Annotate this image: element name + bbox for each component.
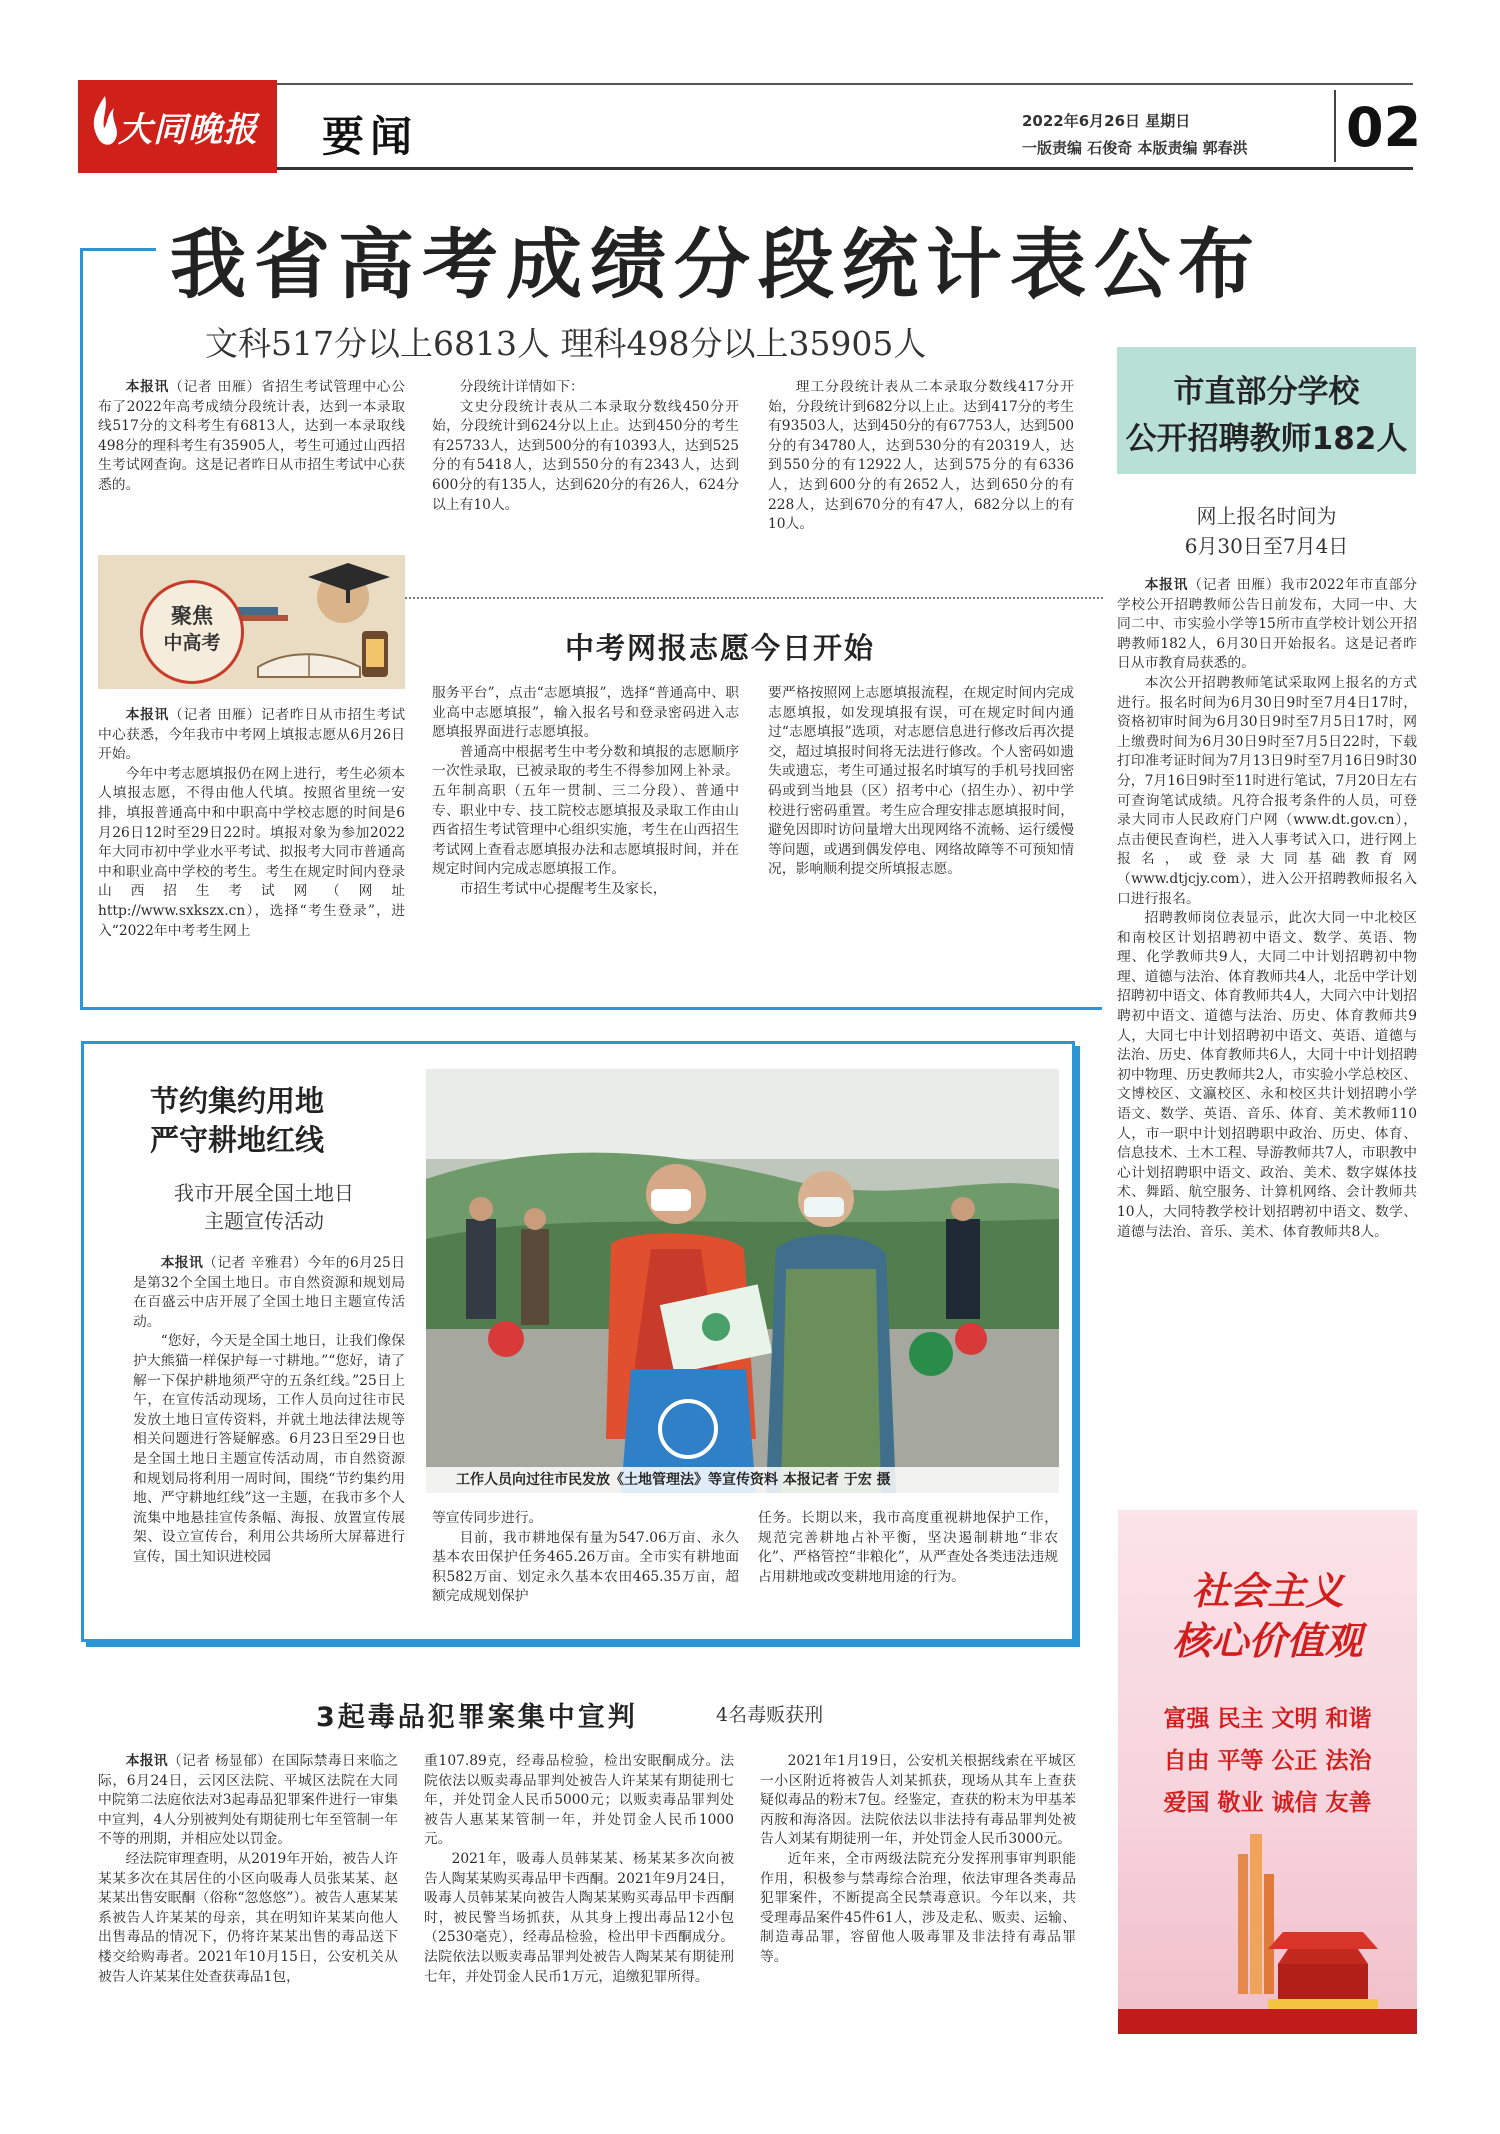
recruit-article <box>1117 576 1417 1242</box>
page-number: 02 <box>1346 96 1422 159</box>
frame-line <box>80 1007 1102 1010</box>
news-tag: 本报讯 <box>125 707 170 723</box>
frame-line <box>80 248 83 1010</box>
article-text: 本次公开招聘教师笔试采取网上报名的方式进行。报名时间为6月30日9时至7月4日17时，资格初审时间为6月30日9时至7月5日17时，网上缴费时间为6月30日9时至7月5日22时，下载打印准考证时间为7月13日9时至7月16日9时30分，7月16日9时至11时进行笔试，7月20日左右可查询笔试成绩。凡符合报考条件的人员，可登录大同市人民政府门户网（www.dt.gov.cn），点击便民查询栏，进入人事考试入口，进行网上报名，或登录大同基础教育网（www.dtjcjy.com），进入公开招聘教师报名入口进行报名。 <box>1117 674 1417 907</box>
news-tag: 本报讯 <box>160 1255 204 1271</box>
zhongkao-col3 <box>768 684 1074 880</box>
recruit-headline: 市直部分学校 <box>1173 374 1360 410</box>
drug-col1 <box>98 1752 398 1987</box>
main-story-col2 <box>432 378 739 515</box>
drug-col3 <box>760 1752 1076 1968</box>
land-headline: 严守耕地红线 <box>150 1123 325 1157</box>
poster-title: 核心价值观 <box>1172 1619 1363 1663</box>
city-skyline-illustration <box>1118 1814 1417 2034</box>
drug-col2 <box>424 1752 734 1987</box>
article-text: 任务。长期以来，我市高度重视耕地保护工作，规范完善耕地占补平衡，坚决遏制耕地“非农化”、严格管控“非粮化”，从严查处各类违法违规占用耕地或改变耕地用途的行为。 <box>758 1510 1058 1585</box>
land-col1 <box>133 1254 405 1568</box>
focus-badge-label: 中高考 <box>163 632 221 654</box>
header-divider <box>1334 90 1336 162</box>
land-col3 <box>758 1509 1058 1587</box>
frame-line <box>80 248 156 251</box>
zhongkao-col2 <box>432 684 739 900</box>
article-text: 2021年1月19日，公安机关根据线索在平城区一小区附近将被告人刘某抓获，现场从其车上查获疑似毒品的粉末7包。经鉴定，查获的粉末为甲基苯丙胺和海洛因。法院依法以非法持有毒品罪判处被告人刘某有期徒刑一年，并处罚金人民币3000元。 <box>760 1753 1076 1848</box>
article-text: 普通高中根据考生中考分数和填报的志愿顺序一次性录取，已被录取的考生不得参加网上补录。五年制高职（五年一贯制、三二分段）、普通中专、职业中专、技工院校志愿填报及录取工作由山西省招生考试管理中心组织实施，考生在山西招生考试网上查看志愿填报办法和志愿填报时间，并在规定时间内完成志愿填报工作。 <box>432 743 739 878</box>
flame-icon <box>88 94 122 152</box>
recruit-subhead: 网上报名时间为 <box>1196 504 1337 528</box>
article-text: 省招生考试管理中心公布了2022年高考成绩分段统计表，达到一本录取线517分的文科考生有6813人，达到一本录取线498分的理科考生有35905人，考生可通过山西招生考试网查询。这是记者昨日从市招生考试中心获悉的。 <box>98 379 406 493</box>
byline: （记者 辛雅君） <box>203 1255 308 1271</box>
main-headline: 我省高考成绩分段统计表公布 <box>170 220 1262 309</box>
zhongkao-headline: 中考网报志愿今日开始 <box>565 631 876 665</box>
drug-subhead: 4名毒贩获刑 <box>716 1704 824 1726</box>
focus-badge-label: 聚焦 <box>171 603 213 628</box>
article-text: 重107.89克，经毒品检验，检出安眠酮成分。法院依法以贩卖毒品罪判处被告人许某某有期徒刑七年，并处罚金人民币5000元；以贩卖毒品罪判处被告人惠某某管制一年，并处罚金人民币1000元。 <box>424 1753 734 1848</box>
article-text: 要严格按照网上志愿填报流程，在规定时间内完成志愿填报，如发现填报有误，可在规定时间内通过“志愿填报”选项，对志愿信息进行修改后再次提交，超过填报时间将无法进行修改。个人密码如遗失或遗忘，考生可通过报名时填写的手机号找回密码或到当地县（区）招考中心（招生办）、初中学校进行密码重置。考生应合理安排志愿填报时间，避免因即时访问量增大出现网络不流畅、运行缓慢等问题，或遇到偶发停电、网络故障等不可预知情况，影响顺利提交所填报志愿。 <box>768 685 1074 878</box>
article-text: 目前，我市耕地保有量为547.06万亩、永久基本农田保护任务465.26万亩。全市实有耕地面积582万亩、划定永久基本农田465.35万亩，超额完成规划保护 <box>432 1529 739 1605</box>
article-text: 2021年，吸毒人员韩某某、杨某某多次向被告人陶某某购买毒品甲卡西酮。2021年9月24日，吸毒人员韩某某向被告人陶某某购买毒品甲卡西酮时，被民警当场抓获，从其身上搜出毒品12小包（2530毫克），经毒品检验，检出甲卡西酮成分。法院依法以贩卖毒品罪判处被告人陶某某有期徒刑七年，并处罚金人民币1万元，追缴犯罪所得。 <box>424 1850 734 1985</box>
newspaper-logo <box>78 80 277 173</box>
dotted-divider <box>405 597 1103 599</box>
article-text: 在国际禁毒日来临之际，6月24日，云冈区法院、平城区法院在大同中院第二法庭依法对3起毒品犯罪案件进行一审集中宣判，4人分别被判处有期徒刑七年至管制一年不等的刑期，并相应处以罚金。 <box>98 1753 399 1848</box>
news-photo <box>426 1069 1059 1493</box>
article-text: 服务平台”，点击“志愿填报”，选择“普通高中、职业高中志愿填报”，输入报名号和登录密码进入志愿填报界面进行志愿填报。 <box>432 685 739 741</box>
article-text: 等宣传同步进行。 <box>432 1510 543 1526</box>
poster-values: 爱国 敬业 诚信 友善 <box>1163 1790 1372 1816</box>
land-headline: 节约集约用地 <box>150 1084 325 1118</box>
article-text: 今年的6月25日是第32个全国土地日。市自然资源和规划局在百盛云中店开展了全国土地日主题宣传活动。 <box>133 1255 406 1330</box>
article-text: 理工分段统计表从二本录取分数线417分开始，分段统计到682分以上止。达到417分的考生有93503人，达到450分的有67753人，达到500分的有34780人，达到530分的有20319人，达到550分的有12922人，达到575分的有6336人，达到600分的有2652人，达到650分的有228人，达到670分的有47人，682分以上的有10人。 <box>768 379 1075 533</box>
zhongkao-col1 <box>98 706 405 941</box>
land-col2 <box>432 1509 739 1607</box>
article-text: 我市2022年市直部分学校公开招聘教师公告日前发布，大同一中、大同二中、市实验小学等15所市直学校计划公开招聘教师182人，6月30日开始报名。这是记者昨日从市教育局获悉的。 <box>1117 577 1418 672</box>
logo-text: 大同晚报 <box>118 110 258 150</box>
article-text: 经法院审理查明，从2019年开始，被告人许某某多次在其居住的小区向吸毒人员张某某、赵某某出售安眠酮（俗称“忽悠悠”）。被告人惠某某系被告人许某某的母亲，其在明知许某某向他人出售毒品的情况下，仍将许某某出售的毒品送下楼交给购毒者。2021年10月15日，公安机关从被告人许某某住处查获毒品1包， <box>98 1850 398 1985</box>
byline: （记者 田雁） <box>169 707 261 723</box>
recruit-headline: 公开招聘教师182人 <box>1125 421 1408 457</box>
article-text: “您好，今天是全国土地日，让我们像保护大熊猫一样保护每一寸耕地。”“您好，请了解一下保护耕地须严守的五条红线。”25日上午，在宣传活动现场，工作人员向过往市民发放土地日宣传资料，并就土地法律法规等相关问题进行答疑解惑。6月23日至29日也是全国土地日主题宣传活动周，市自然资源和规划局将利用一周时间，围绕“节约集约用地、严守耕地红线”这一主题，在我市多个人流集中地悬挂宣传条幅、海报、放置宣传展架、设立宣传台，利用公共场所大屏幕进行宣传，国土知识进校园 <box>133 1333 405 1565</box>
section-name: 要闻 <box>322 112 419 161</box>
poster-values: 自由 平等 公正 法治 <box>1163 1748 1372 1774</box>
main-subhead: 文科517分以上6813人 理科498分以上35905人 <box>205 324 927 363</box>
article-text: 记者昨日从市招生考试中心获悉，今年我市中考网上填报志愿从6月26日开始。 <box>98 707 406 763</box>
byline: （记者 田雁） <box>169 379 261 395</box>
photo-caption: 工作人员向过往市民发放《土地管理法》等宣传资料 本报记者 于宏 摄 <box>426 1467 1059 1493</box>
photo-scene <box>426 1069 1059 1493</box>
header-rule-top <box>277 83 1413 85</box>
main-story-col3 <box>768 378 1074 535</box>
land-subhead: 我市开展全国土地日 <box>174 1181 354 1205</box>
news-tag: 本报讯 <box>125 379 170 395</box>
news-tag: 本报讯 <box>1144 577 1189 593</box>
byline: （记者 田雁） <box>1188 577 1281 593</box>
news-tag: 本报讯 <box>125 1753 168 1769</box>
poster-title: 社会主义 <box>1191 1569 1344 1613</box>
issue-date: 2022年6月26日 星期日 <box>1022 112 1191 130</box>
editors-line: 一版责编 石俊奇 本版责编 郭春洪 <box>1022 139 1248 157</box>
article-text: 市招生考试中心提醒考生及家长， <box>459 880 667 897</box>
header-rule-bottom <box>277 167 1413 170</box>
article-text: 今年中考志愿填报仍在网上进行，考生必须本人填报志愿，不得由他人代填。按照省里统一安排，填报普通高中和中职高中学校志愿的时间是6月26日12时至29日22时。填报对象为参加2022年大同市初中学业水平考试、拟报考大同市普通高中和职业高中学校的考生。考生在规定时间内登录山西招生考试网（网址 http://www.sxkszx.cn），选择“考生登录”，进入“2022年中考考生网上 <box>98 765 405 939</box>
byline: （记者 杨显郁） <box>167 1753 272 1769</box>
article-text: 招聘教师岗位表显示，此次大同一中北校区和南校区计划招聘初中语文、数学、英语、物理、化学教师共9人，大同二中计划招聘初中物理、道德与法治、体育教师共4人，北岳中学计划招聘初中语文、体育教师共4人，大同六中计划招聘初中语文、道德与法治、历史、体育教师共9人，大同七中计划招聘初中语文、英语、道德与法治、历史、体育教师共6人，大同十中计划招聘初中物理、历史教师共2人，市实验小学总校区、文博校区、文瀛校区、永和校区共计划招聘小学语文、数学、英语、音乐、体育、美术教师110人，市一职中计划招聘职中政治、历史、体育、信息技术、土木工程、导游教师共7人，市职教中心计划招聘职中语文、政治、美术、数字媒体技术、舞蹈、航空服务、计算机网络、会计教师共10人，大同特教学校计划招聘初中语文、数学、道德与法治、音乐、美术、体育教师共8人。 <box>1117 910 1417 1240</box>
drug-headline: 3起毒品犯罪案集中宣判 <box>316 1702 638 1733</box>
core-values-poster <box>1118 1510 1417 2034</box>
main-story-col1 <box>98 378 405 496</box>
recruit-subhead: 6月30日至7月4日 <box>1184 534 1349 558</box>
article-text: 近年来，全市两级法院充分发挥刑事审判职能作用，积极参与禁毒综合治理，依法审理各类毒品犯罪案件，不断提高全民禁毒意识。今年以来，共受理毒品案件45件61人，涉及走私、贩卖、运输、制造毒品罪，容留他人吸毒罪及非法持有毒品罪等。 <box>760 1850 1076 1965</box>
article-text: 分段统计详情如下： <box>459 379 584 395</box>
article-text: 文史分段统计表从二本录取分数线450分开始，分段统计到624分以上止。达到450分的考生有25733人，达到500分的有10393人，达到525分的有5418人，达到550分的有2343人，达到600分的有135人，达到620分的有26人，624分以上有10人。 <box>432 398 739 513</box>
land-subhead: 主题宣传活动 <box>204 1209 324 1233</box>
poster-values: 富强 民主 文明 和谐 <box>1163 1706 1372 1732</box>
